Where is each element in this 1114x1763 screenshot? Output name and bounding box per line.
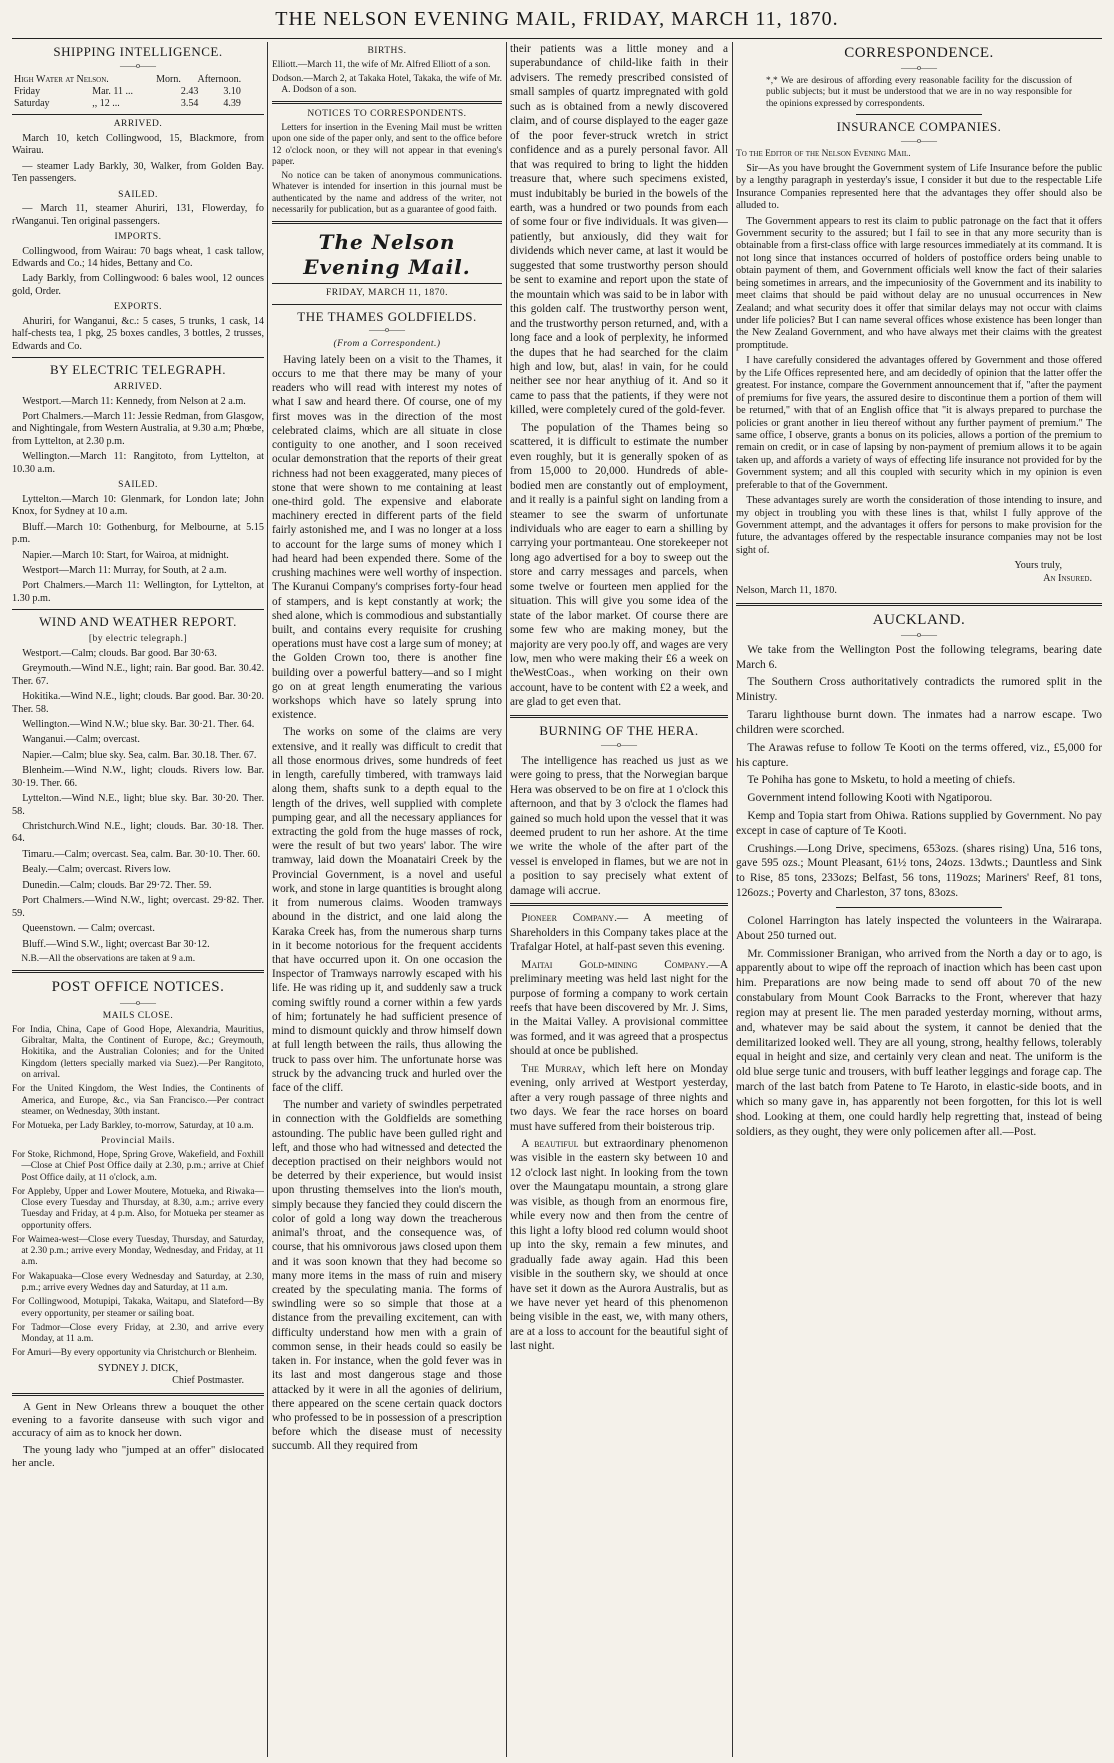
paragraph: The Arawas refuse to follow Te Kooti on the terms offered, viz., £5,000 for his capture. xyxy=(736,741,1102,769)
tide-cell: ,, 12 ... xyxy=(92,97,120,109)
signoff: Yours truly, xyxy=(1014,560,1062,572)
paragraph: The works on some of the claims are very extensive, and it really was difficult to credit that all those enormous drives, some hundreds of feet in length, carefully timbered, with tramways laid along them, shafts sunk to a depth equal to the length of the drives, well supplied with complete pumping gear, and all the necessary appliances for extracting the gold from the huge masses of rock, were the result of but two years' labor. The wire tramway, laid down the Moanatairi Creek by the Provincial Government, is a novel and useful work, and stone in large quantities is brought along it from numerous claims. Wooden tramways abound in the district, and one laid along the Karaka Creek has, from the numerous sharp turns in it become notorious for the frequent accidents that have occurred upon it. On one occasion the Inspector of Tramways narrowly escaped with his life. He was riding up it, and suddenly saw a truck coming swiftly round a corner within a few yards of him; fortunately he had sufficient presence of mind to dismount quickly and throw himself down at full length between the rails, thus allowing the truck to pass over him. The unfortunate horse was struck by the advancing truck and hurled over the face of the cliff. xyxy=(272,726,502,1094)
signature-title: Chief Postmaster. xyxy=(172,1375,244,1387)
signature-name: SYDNEY J. DICK, xyxy=(98,1362,178,1374)
list-item: For Collingwood, Motupipi, Takaka, Waitapu, and Slateford—By every opportunity, per steamer or sailing boat. xyxy=(12,1297,264,1319)
section-ornament: ——o—— xyxy=(120,997,156,1007)
post-office-title: POST OFFICE NOTICES. xyxy=(51,979,225,996)
tide-header: Morn. xyxy=(156,73,181,85)
column-4 xyxy=(736,42,1102,1759)
list-item: For Wakapuaka—Close every Wednesday and Saturday, at 2.30, p.m.; arrive every Wednes day and Saturday, at 11 a.m. xyxy=(12,1271,264,1294)
section-ornament: ——o—— xyxy=(901,63,937,73)
column-divider xyxy=(267,42,268,1757)
tide-rows xyxy=(12,86,264,110)
article-title: THE THAMES GOLDFIELDS. xyxy=(297,308,477,324)
list-item: Elliott.—March 11, the wife of Mr. Alfred Elliott of a son. xyxy=(272,59,491,70)
exports-title: EXPORTS. xyxy=(113,302,163,313)
paragraph: Colonel Harrington has lately inspected the volunteers in the Wairarapa. About 250 turned out. xyxy=(736,914,1102,942)
column-divider xyxy=(506,42,507,1757)
item-lead: Maitai Gold-mining Company. xyxy=(521,958,709,971)
section-ornament: ——o—— xyxy=(901,135,937,145)
list-item: Timaru.—Calm; overcast. Sea, calm. Bar. 30·10. Ther. 60. xyxy=(22,848,261,860)
section-ornament: ——o—— xyxy=(120,60,156,70)
list-item: For India, China, Cape of Good Hope, Alexandria, Mauritius, Gibraltar, Malta, the Continent of Europe, &c.; Greymouth, Hokitika, and the Australian Colonies; and for the United Kingdom (letters specially marked via Suez).—Per Rangitoto, on arrival. xyxy=(12,1024,264,1080)
list-item: Hokitika.—Wind N.E., light; clouds. Bar good. Bar. 30·20. Ther. 58. xyxy=(12,691,264,715)
paragraph: their patients was a little money and a superabundance of child-like faith in their advisers. The remedy prescribed consisted of small samples of quartz impregnated with gold such as is obtained from a newly discovered claim, and of course displayed to the eager gaze of the poor fever-struck wretch in strict confidence and as a purely personal favor. All that was required to bring to light the hidden treasure that, where such specimens existed, must indubitably be buried in the bowels of the earth, was a hundred or two pounds from each of some four or five individuals. It was given—patiently, but anxiously, did they wait for dividends which never came, at last it would be suggested that some trustworthy person should be sent to examine and report upon the state of the mountain which was said to be in labor with this golden calf. The trustworthy person went, and the trustworthy person returned, and, with a long face and a look of perplexity, he informed the dupes that he had searched for the claim high and low, but, alas! in vain, for he could neither see nor hear anythiug of it. And so it came to pass that the patients, if they were not killed, were completely cured of the gold-fever. xyxy=(510,43,728,417)
table-row xyxy=(12,98,264,110)
list-item: Greymouth.—Wind N.E., light; rain. Bar good. Bar. 30.42. Ther. 67. xyxy=(12,663,264,687)
imports-title: IMPORTS. xyxy=(114,231,162,242)
list-item: Lyttelton.—Wind N.E., light; blue sky. Bar. 30·20. Ther. 58. xyxy=(12,793,264,817)
list-item: Queenstown. — Calm; overcast. xyxy=(22,923,155,935)
item-text: —A preliminary meeting was held last night for the purpose of forming a company to work certain reefs that have been discovered by Mr. J. Sims, in the Maitai Valley. A provisional committee was formed, and it was agreed that a prospectus should at once be published. xyxy=(510,958,728,1058)
list-item: Bealy.—Calm; overcast. Rivers low. xyxy=(22,864,171,876)
list-item: Ahuriri, for Wanganui, &c.: 5 cases, 5 trunks, 1 cask, 14 half-chests tea, 1 pkg, 25 boxes candles, 3 bottles, 2 trusses, Edwards and Co. xyxy=(12,315,264,352)
list-item: Wellington.—Wind N.W.; blue sky. Bar. 30·21. Ther. 64. xyxy=(22,718,255,730)
letter-date: Nelson, March 11, 1870. xyxy=(736,585,837,597)
list-item: Collingwood, from Wairau: 70 bags wheat, 1 cask tallow, Edwards and Co.; 14 hides, Bettany and Co. xyxy=(12,245,264,269)
column-2 xyxy=(272,42,502,1759)
list-item: For Motueka, per Lady Barkley, to-morrow, Saturday, at 10 a.m. xyxy=(12,1121,254,1132)
list-item: Lyttelton.—March 10: Glenmark, for London late; John Knox, for Sydney at 10 a.m. xyxy=(12,493,264,518)
tide-header: High Water at Nelson. xyxy=(14,73,109,85)
list-item: Port Chalmers.—March 11: Jessie Redman, from Glasgow, and Nightingale, from Western Australia, at 9.30 a.m; Phœbe, from Lyttelton, at 2.30 p.m. xyxy=(12,411,264,447)
list-item: March 10, ketch Collingwood, 15, Blackmore, from Wairau. xyxy=(12,132,264,157)
news-item xyxy=(510,1062,728,1134)
correspondence-note: *,* We are desirous of affording every reasonable facility for the discussion of public subjects; but it must be understood that we are in no way responsible for the opinions expressed by correspondents. xyxy=(766,76,1072,109)
list-item: Dodson.—March 2, at Takaka Hotel, Takaka, the wife of Mr. A. Dodson of a son. xyxy=(272,73,502,96)
list-item: Bluff.—Wind S.W., light; overcast Bar 30·12. xyxy=(22,938,210,950)
notices-title: NOTICES TO CORRESPONDENTS. xyxy=(307,109,467,120)
masthead-rule xyxy=(12,38,1102,39)
list-item: For Waimea-west—Close every Tuesday, Thursday, and Saturday, at 2.30 p.m.; arrive every Monday, Wednesday, and Friday, at 11 a.m. xyxy=(12,1234,264,1268)
dateline: FRIDAY, MARCH 11, 1870. xyxy=(325,288,448,299)
hera-title: BURNING OF THE HERA. xyxy=(539,722,699,738)
signature: An Insured. xyxy=(1043,572,1092,584)
item-text: but extraordinary phenomenon was visible in the eastern sky between 10 and 12 o'clock last night. In looking from the town over the Maungatapu mountain, a strong glare was visible, as though from an enormous fire, while every now and then from the centre of this light a lofty blood red column would shoot up into the sky, remain a few minutes, and gradually fade away again. Had this been visible in the southern sky, we should at once have set it down as the Aurora Australis, but as we have never yet heard of this phenomenon being visible in the east, we, with many others, are at a loss to account for the beautiful sight of last night. xyxy=(510,1138,728,1353)
item-lead: The Murray, xyxy=(521,1062,586,1075)
paragraph: Kemp and Topia start from Ohiwa. Rations supplied by Government. No pay except in case of capture of Te Kooti. xyxy=(736,809,1102,837)
paragraph: The Southern Cross authoritatively contradicts the rumored split in the Ministry. xyxy=(736,676,1102,704)
column-1 xyxy=(12,42,264,1759)
list-item: Westport—March 11: Murray, for South, at 2 a.m. xyxy=(22,565,227,576)
paragraph: Government intend following Kooti with Ngatiporou. xyxy=(747,792,993,805)
list-item: Wanganui.—Calm; overcast. xyxy=(22,734,140,746)
list-item: For Appleby, Upper and Lower Moutere, Motueka, and Riwaka—Close every Tuesday and Thursday, at 8.30, a.m.; arrive every Tuesday and Friday, at 4 p.m. Also, for Motueka per steamer as opportunity offers. xyxy=(12,1186,264,1231)
list-item: Lady Barkly, from Collingwood: 6 bales wool, 12 ounces gold, Order. xyxy=(12,273,264,297)
tide-cell: Friday xyxy=(14,85,41,97)
list-item: For Tadmor—Close every Friday, at 2.30, and arrive every Monday, at 11 a.m. xyxy=(12,1322,264,1345)
list-item: Wellington.—March 11: Rangitoto, from Lyttelton, at 10.30 a.m. xyxy=(12,451,264,475)
telegraph-title: BY ELECTRIC TELEGRAPH. xyxy=(49,362,227,378)
column-divider xyxy=(732,42,733,1757)
column-3 xyxy=(510,42,728,1759)
correspondence-title: CORRESPONDENCE. xyxy=(844,45,994,61)
section-ornament: ——o—— xyxy=(601,740,637,750)
tide-cell: 3.54 xyxy=(180,97,199,109)
list-item: For Stoke, Richmond, Hope, Spring Grove, Wakefield, and Foxhill—Close at Chief Post Office daily at 2.30, p.m.; arrive at Chief Post Office daily, at 11 o'clock, a.m. xyxy=(12,1149,264,1183)
list-item: Dunedin.—Calm; clouds. Bar 29·72. Ther. 59. xyxy=(22,879,212,891)
paragraph: Mr. Commissioner Branigan, who arrived from the North a day or to ago, is apparently about to wipe off the reproach of inaction which has been cast upon him. Preparations are now being made to send off about 70 of the new constabulary from Mount Cook Barracks to the Front, wherever that hazy region may at present lie. The men paraded yesterday morning, without arms, and, whatever may be said about the system, it cannot be denied that the demilitarized looked well. They are all young, strong, healthy fellows, tolerably equal in height and size, and certainly very clean and neat. The uniform is the old blue serge tunic and trousers, with buff leather leggings and forage cap. The march of the last batch from Patene to Te Haroto, in elastic-side boots, and in which so many gave in, has apparently not been forgotten, for this lot is well shod. Looking at them, one could hardly help regretting that, instead of being soldiers, as they ought, they were only policemen after all.—Post. xyxy=(736,947,1102,1138)
paragraph: Having lately been on a visit to the Thames, it occurs to me that there may be many of your readers who will read with interest my notes of what I saw and heard there. Of course, one of my first moves was in the direction of the most celebrated claims, which are all situate in close contiguity to one another, and I soon received ocular demonstration that the reports of their great richness had not been exaggerated, many pieces of stone that were shown to me containing at least one-third gold. The expensive and elaborate machinery erected in different parts of the field fairly astonished me, and I was no longer at a loss to account for the large sums of money which I had heard had been expended there. Some of the crushing machines were well worthy of inspection. The Kuranui Company's comprises forty-four head of stampers, and is kept constantly at work; the shed alone, which is commodious and substantially built, and contains every requisite for crushing operations must have cost a large sum of money; at the Golden Crown too, there is another fine building over a powerful battery—and so I might go on at great length enumerating the various workshops which have so lately sprung into existence. xyxy=(272,353,502,722)
paragraph: I have carefully considered the advantages offered by Government and those offered by the Life Offices represented here, and am decidedly of opinion that the latter offer the greatest. For instance, compare the Government announcement that if, "after the payment of premiums for five years, the assured desire to discontinue them a portion of them will be returned," with that of an English office that "it is always prepared to purchase the policies or grant another in lieu thereof without any further payment of premium." The same office, I observe, grants a bonus on its policies, allows a portion of the premium to remain on credit, or in case of lapsing by non-payment of premium allows it to be again taken up, and affords a variety of ways of effecting life insurance not provided for by the Government system; and all this coupled with security which in my opinion is even preferable to that of the Government. xyxy=(736,355,1102,491)
list-item: Bluff.—March 10: Gothenburg, for Melbourne, at 5.15 p.m. xyxy=(12,521,264,546)
table-row xyxy=(12,86,264,98)
tide-cell: 4.39 xyxy=(223,97,241,109)
section-ornament: ——o—— xyxy=(901,629,937,639)
news-item xyxy=(510,958,728,1059)
paragraph: The number and variety of swindles perpetrated in connection with the Goldfields are something astounding. The public have been gulled right and left, and those who had witnessed and detected the deception practised on their neighbors would not be deterred by their experience, but would insist upon thrusting themselves into the lion's mouth, simply because they fancied they could discern the color of gold a long way down the treacherous animal's throat, and the consequence was, of course, that his omnivorous jaws closed upon them and it was soon known that they had become so many more items in the mass of ruin and misery created by the speculating mania. The forms of swindling were so so simple that those at a distance from the prevailing excitement, can with difficulty understand how men with a grain of common sense, in their heads could so easily be taken in. For instance, when the gold fever was in its last and most dangerous stage and those attacked by it were in all the agonies of delirium, there appeared on the scene certain quack doctors who professed to be in possession of a prescription before which the disease must of necessity succumb. All they required from xyxy=(272,1099,502,1453)
nameplate: The Nelson Evening Mail. xyxy=(303,230,471,279)
paragraph: No notice can be taken of anonymous communications. Whatever is intended for insertion in this journal must be authenticated by the name and address of the writer, not necessarily for publication, but as a guarantee of good faith. xyxy=(272,171,502,215)
tel-arrived-title: ARRIVED. xyxy=(113,382,163,393)
letter-address: To the Editor of the Nelson Evening Mail. xyxy=(736,148,911,159)
auckland-title: AUCKLAND. xyxy=(872,611,966,628)
paragraph: These advantages surely are worth the consideration of those intending to insure, and my object in troubling you with these lines is that, whilst I fully approve of the Government attempt, and the advantages it offers for persons to make provision for the future, the advantages offered by the respectable insurance companies may not be lost sight of. xyxy=(736,495,1102,556)
paragraph: Tararu lighthouse burnt down. The inmates had a narrow escape. Two children were scorched. xyxy=(736,709,1102,736)
tide-table xyxy=(12,74,264,86)
shipping-title: SHIPPING INTELLIGENCE. xyxy=(53,44,223,59)
tide-cell: 3.10 xyxy=(223,85,241,97)
list-item: — steamer Lady Barkly, 30, Walker, from Golden Bay. Ten passengers. xyxy=(12,160,264,185)
weather-subtitle: [by electric telegraph.] xyxy=(88,634,188,645)
item-text: — A meeting of Shareholders in this Company takes place at the Trafalgar Hotel, at half-past seven this evening. xyxy=(510,912,728,954)
tel-sailed-title: SAILED. xyxy=(118,480,158,491)
paragraph: Sir—As you have brought the Government system of Life Insurance before the public by a lengthy paragraph in yesterday's issue, I consider it but due to the respectable Life Insurance Companies represented here that the advantages they offer should also be alluded to. xyxy=(736,162,1102,212)
list-item: For Amuri—By every opportunity via Christchurch or Blenheim. xyxy=(12,1348,257,1359)
tide-cell: Saturday xyxy=(14,97,50,109)
byline: (From a Correspondent.) xyxy=(333,339,441,350)
news-item xyxy=(510,911,728,954)
paragraph: Letters for insertion in the Evening Mail must be written upon one side of the paper only, and sent to the office before 12 o'clock noon, or they will not appear in that evening's paper. xyxy=(272,123,502,167)
paragraph: Te Pohiha has gone to Msketu, to hold a meeting of chiefs. xyxy=(747,774,1016,787)
insurance-title: INSURANCE COMPANIES. xyxy=(836,118,1002,134)
paragraph: We take from the Wellington Post the following telegrams, bearing date March 6. xyxy=(736,643,1102,671)
paragraph: The Government appears to rest its claim to public patronage on the fact that it offers Government security to the assured; but I fail to see in that any more security than is obtainable from a first-class office with large resources immediately at its command. It is not long since that instances occurred of holders of postoffice orders being unable to obtain payment of them, and Government officials well know the fact of their salaries being sometimes in arrears, and the impecuniosity of the Government and its inability to meet claims that should be paid without delay are no unusual occurrences in New Zealand; and what security does it offer that similar delays may not occur with claims under life policies? But I can name several offices whose existence has been longer than the New Zealand Government, and who have always met their claims with the greatest promptitude. xyxy=(736,215,1102,351)
tide-cell: Mar. 11 ... xyxy=(92,85,134,97)
list-item: Christchurch.Wind N.E., light; clouds. Bar. 30·18. Ther. 64. xyxy=(12,821,264,845)
paragraph: The young lady who "jumped at an offer" dislocated her ancle. xyxy=(12,1443,264,1470)
list-item: Westport.—Calm; clouds. Bar good. Bar 30·63. xyxy=(22,647,217,659)
sailed-title: SAILED. xyxy=(118,189,158,200)
paragraph: A Gent in New Orleans threw a bouquet the other evening to a favorite danseuse with such vigor and accuracy of aim as to knock her down. xyxy=(12,1400,264,1440)
list-item: Blenheim.—Wind N.W., light; clouds. Rivers low. Bar. 30·19. Ther. 66. xyxy=(12,765,264,789)
list-item: Port Chalmers.—March 11: Wellington, for Lyttelton, at 1.30 p.m. xyxy=(12,580,264,604)
arrived-title: ARRIVED. xyxy=(113,119,163,130)
news-item xyxy=(510,1137,728,1354)
list-item: Port Chalmers.—Wind N.W., light; overcast. 29·82. Ther. 59. xyxy=(12,895,264,919)
tide-header: Afternoon. xyxy=(197,73,242,85)
births-title: BIRTHS. xyxy=(367,46,407,56)
list-item: Westport.—March 11: Kennedy, from Nelson at 2 a.m. xyxy=(22,395,246,407)
paragraph: Crushings.—Long Drive, specimens, 653ozs. (shares rising) Una, 516 tons, gave 595 ozs.; Mount Pleasant, 61½ tons, 24ozs. 13dwts.; Dauntless and Sink to Rise, 85 tons, 233ozs; Belfast, 56 tons, 119ozs; Mariners' Reef, 81 tons, 126ozs.; Poverty and Charleston, 37 tons, 83ozs. xyxy=(736,842,1102,900)
list-item: Napier.—Calm; blue sky. Sea, calm. Bar. 30.18. Ther. 67. xyxy=(22,749,257,761)
mails-close-title: MAILS CLOSE. xyxy=(102,1011,174,1022)
weather-note: N.B.—All the observations are taken at 9 a.m. xyxy=(21,953,196,964)
paragraph: The population of the Thames being so scattered, it is difficult to estimate the number even roughly, but it is generally spoken of as from 15,000 to 20,000. Hundreds of able-bodied men are constantly out of employment, and it really is a painful sight on landing from a steamer to see the swarm of unfortunate individuals who are eager to earn a shilling by carrying your portmanteau. One storekeeper not long ago advertised for a boy to sweep out the store and carry messages and parcels, when some twelve or fourteen men applied for the situation. This will give you some idea of the state of the labor market. Of course there are some few who are making money, but the majority are very poo.ly off, and wages are very low, men who were making their £6 a week on theWestCoas., when working on their own account, have to be content with £2 a week, and are glad to get even that. xyxy=(510,421,728,709)
list-item: — March 11, steamer Ahuriri, 131, Flowerday, fo rWanganui. Ten original passengers. xyxy=(12,203,264,227)
provincial-title: Provincial Mails. xyxy=(101,1136,175,1147)
paragraph: The intelligence has reached us just as we were going to press, that the Norwegian barque Hera was observed to be on fire at 1 o'clock this afternoon, and that by 3 o'clock the flames had gained so much hold upon the vessel that it was deemed prudent to run her ashore. At the time we write the whole of the after part of the vessel is enveloped in flames, but we are not in a position to say precisely what extent of damage wili accrue. xyxy=(510,754,728,897)
list-item: For the United Kingdom, the West Indies, the Continents of America, and Europe, &c., via San Francisco.—Per contract steamer, on Wednesday, 30th instant. xyxy=(12,1084,264,1117)
tide-cell: 2.43 xyxy=(180,85,199,97)
weather-title: WIND AND WEATHER REPORT. xyxy=(39,614,237,630)
item-lead: Pioneer Company. xyxy=(521,912,617,925)
masthead: THE NELSON EVENING MAIL, FRIDAY, MARCH 11, 1870. xyxy=(275,8,839,30)
section-ornament: ——o—— xyxy=(369,325,405,335)
item-text: which left here on Monday evening, only arrived at Westport yesterday, after a very rough passage of three nights and two days. We fear the race horses on board must have suffered from their boisterous trip. xyxy=(510,1062,728,1133)
list-item: Napier.—March 10: Start, for Wairoa, at midnight. xyxy=(22,549,229,561)
item-lead: A beautiful xyxy=(521,1138,579,1151)
